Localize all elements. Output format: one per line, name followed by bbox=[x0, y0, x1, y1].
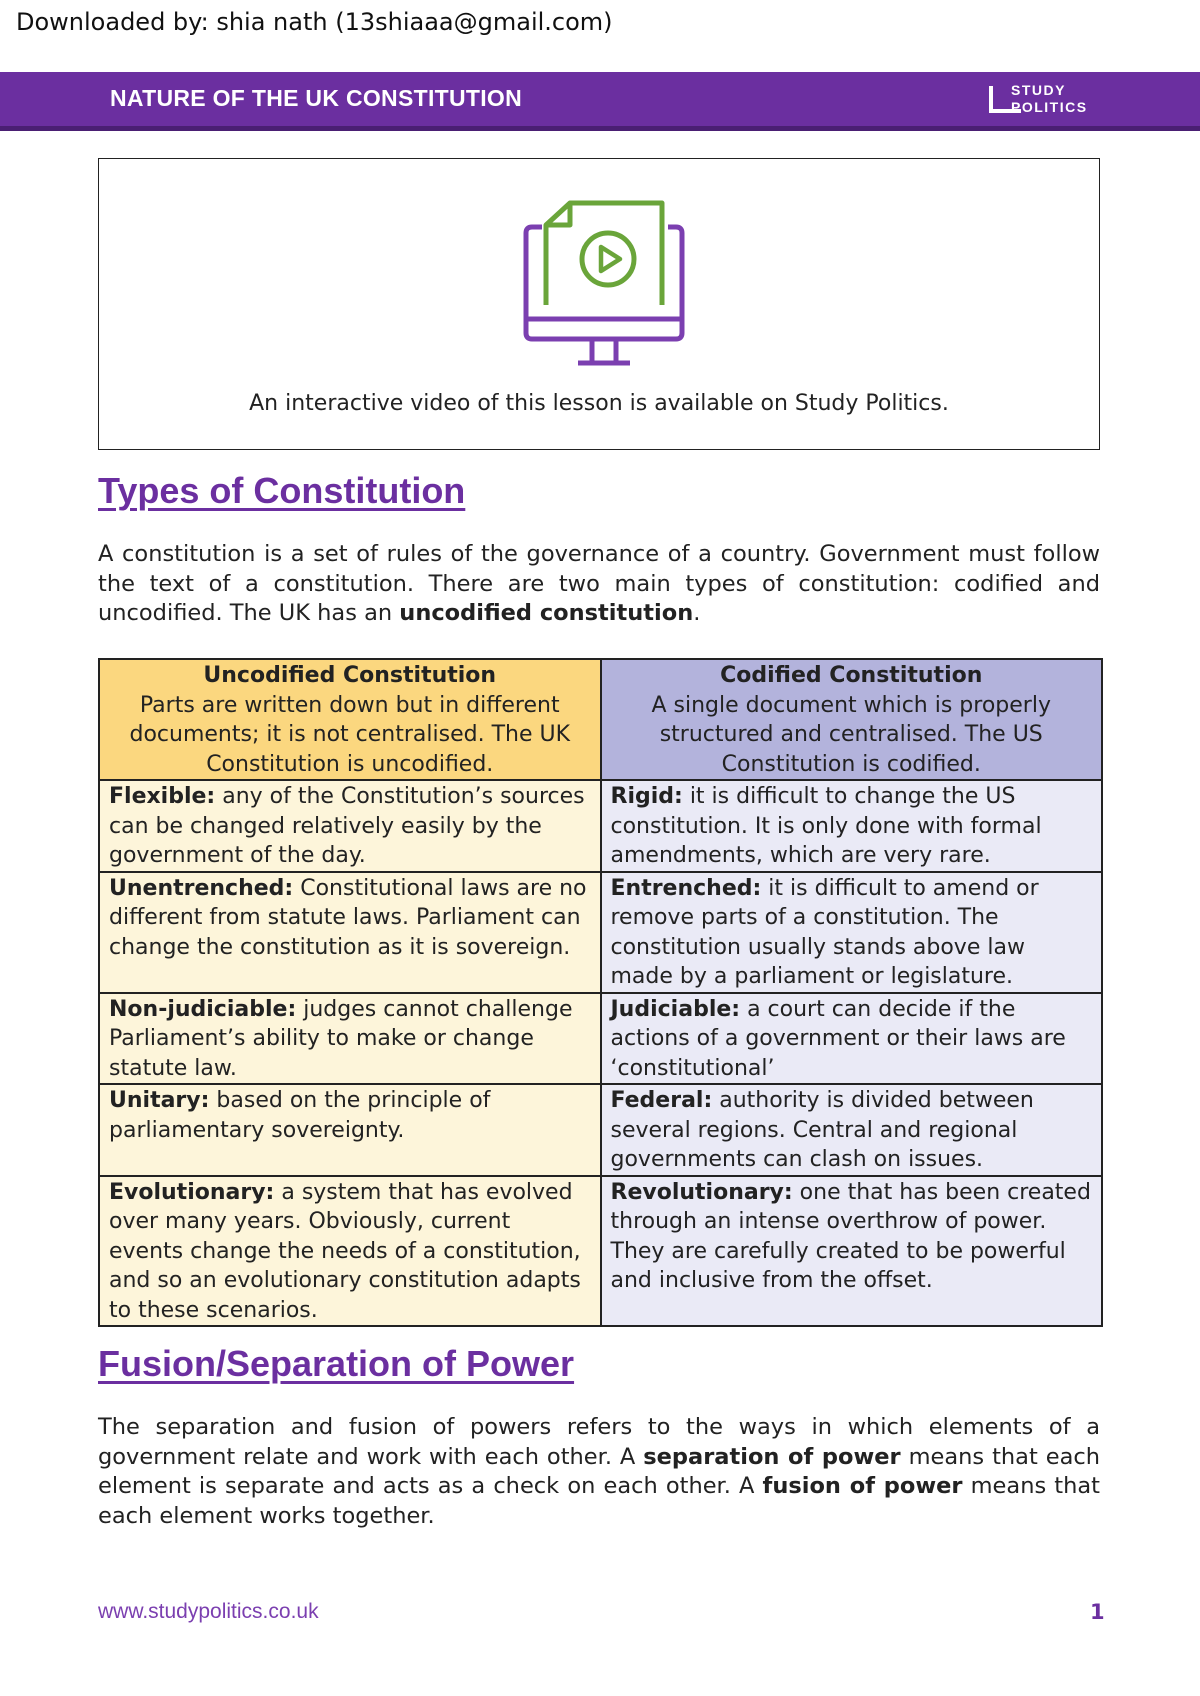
video-monitor-play-icon bbox=[512, 197, 688, 373]
uncodified-cell: Evolutionary: a system that has evolved over many years. Obviously, current events change the needs of a constitution, and so an evolutionary constitution adapts to these scenarios. bbox=[99, 1176, 601, 1327]
table-row bbox=[99, 872, 1102, 993]
video-callout[interactable] bbox=[98, 158, 1100, 450]
svg-text:STUDY: STUDY bbox=[1011, 82, 1066, 98]
fusion-paragraph: The separation and fusion of powers refers to the ways in which elements of a government relate and work with each other. A separation of power means that each element is separate and acts as a check on each other. A fusion of power means that each element works together. bbox=[98, 1414, 1100, 1529]
uncodified-cell: Unentrenched: Constitutional laws are no different from statute laws. Parliament can change the constitution as it is sovereign. bbox=[99, 872, 601, 993]
svg-text:POLITICS: POLITICS bbox=[1011, 99, 1088, 115]
codified-title: Codified Constitution bbox=[720, 663, 983, 688]
table-row bbox=[99, 1176, 1102, 1327]
fusion-of-power-emphasis: fusion of power bbox=[762, 1473, 963, 1499]
table-row bbox=[99, 780, 1102, 872]
types-intro-paragraph: A constitution is a set of rules of the governance of a country. Government must follow the text of a constitution. There are two main types of constitution: codified and uncodified. The UK has an uncodified constitution. bbox=[98, 541, 1100, 626]
uncodified-cell: Unitary: based on the principle of parliamentary sovereignty. bbox=[99, 1084, 601, 1176]
codified-cell: Rigid: it is difficult to change the US constitution. It is only done with formal amendments, which are very rare. bbox=[601, 780, 1103, 872]
download-notice: Downloaded by: shia nath (13shiaaa@gmail.com) bbox=[16, 8, 613, 36]
uncodified-description: Parts are written down but in different documents; it is not centralised. The UK Constitution is uncodified. bbox=[129, 692, 571, 777]
codified-cell: Revolutionary: one that has been created through an intense overthrow of power. They are carefully created to be powerful and inclusive from the offset. bbox=[601, 1176, 1103, 1327]
constitution-comparison-table bbox=[98, 658, 1103, 1327]
separation-of-power-emphasis: separation of power bbox=[643, 1443, 901, 1470]
uncodified-cell: Non-judiciable: judges cannot challenge Parliament’s ability to make or change statute law. bbox=[99, 993, 601, 1085]
page-number: 1 bbox=[1090, 1600, 1105, 1624]
uncodified-cell: Flexible: any of the Constitution’s sources can be changed relatively easily by the government of the day. bbox=[99, 780, 601, 872]
header-title: NATURE OF THE UK CONSTITUTION bbox=[110, 85, 523, 111]
uncodified-header-cell bbox=[99, 659, 601, 780]
table-row bbox=[99, 993, 1102, 1085]
codified-cell: Judiciable: a court can decide if the actions of a government or their laws are ‘constitutional’ bbox=[601, 993, 1103, 1085]
section-heading-types: Types of Constitution bbox=[98, 470, 466, 511]
table-row bbox=[99, 1084, 1102, 1176]
uncodified-title: Uncodified Constitution bbox=[203, 663, 497, 688]
study-politics-logo bbox=[985, 78, 1105, 118]
header-bar bbox=[0, 72, 1200, 131]
codified-description: A single document which is properly structured and centralised. The US Constitution is codified. bbox=[651, 692, 1051, 777]
footer-website-link[interactable]: www.studypolitics.co.uk bbox=[98, 1600, 319, 1623]
codified-header-cell bbox=[601, 659, 1103, 780]
table-header-row bbox=[99, 659, 1102, 780]
video-caption: An interactive video of this lesson is available on Study Politics. bbox=[249, 391, 949, 416]
codified-cell: Federal: authority is divided between several regions. Central and regional governments can clash on issues. bbox=[601, 1084, 1103, 1176]
codified-cell: Entrenched: it is difficult to amend or remove parts of a constitution. The constitution usually stands above law made by a parliament or legislature. bbox=[601, 872, 1103, 993]
uncodified-emphasis: uncodified constitution bbox=[399, 600, 694, 626]
section-heading-fusion: Fusion/Separation of Power bbox=[98, 1343, 575, 1384]
